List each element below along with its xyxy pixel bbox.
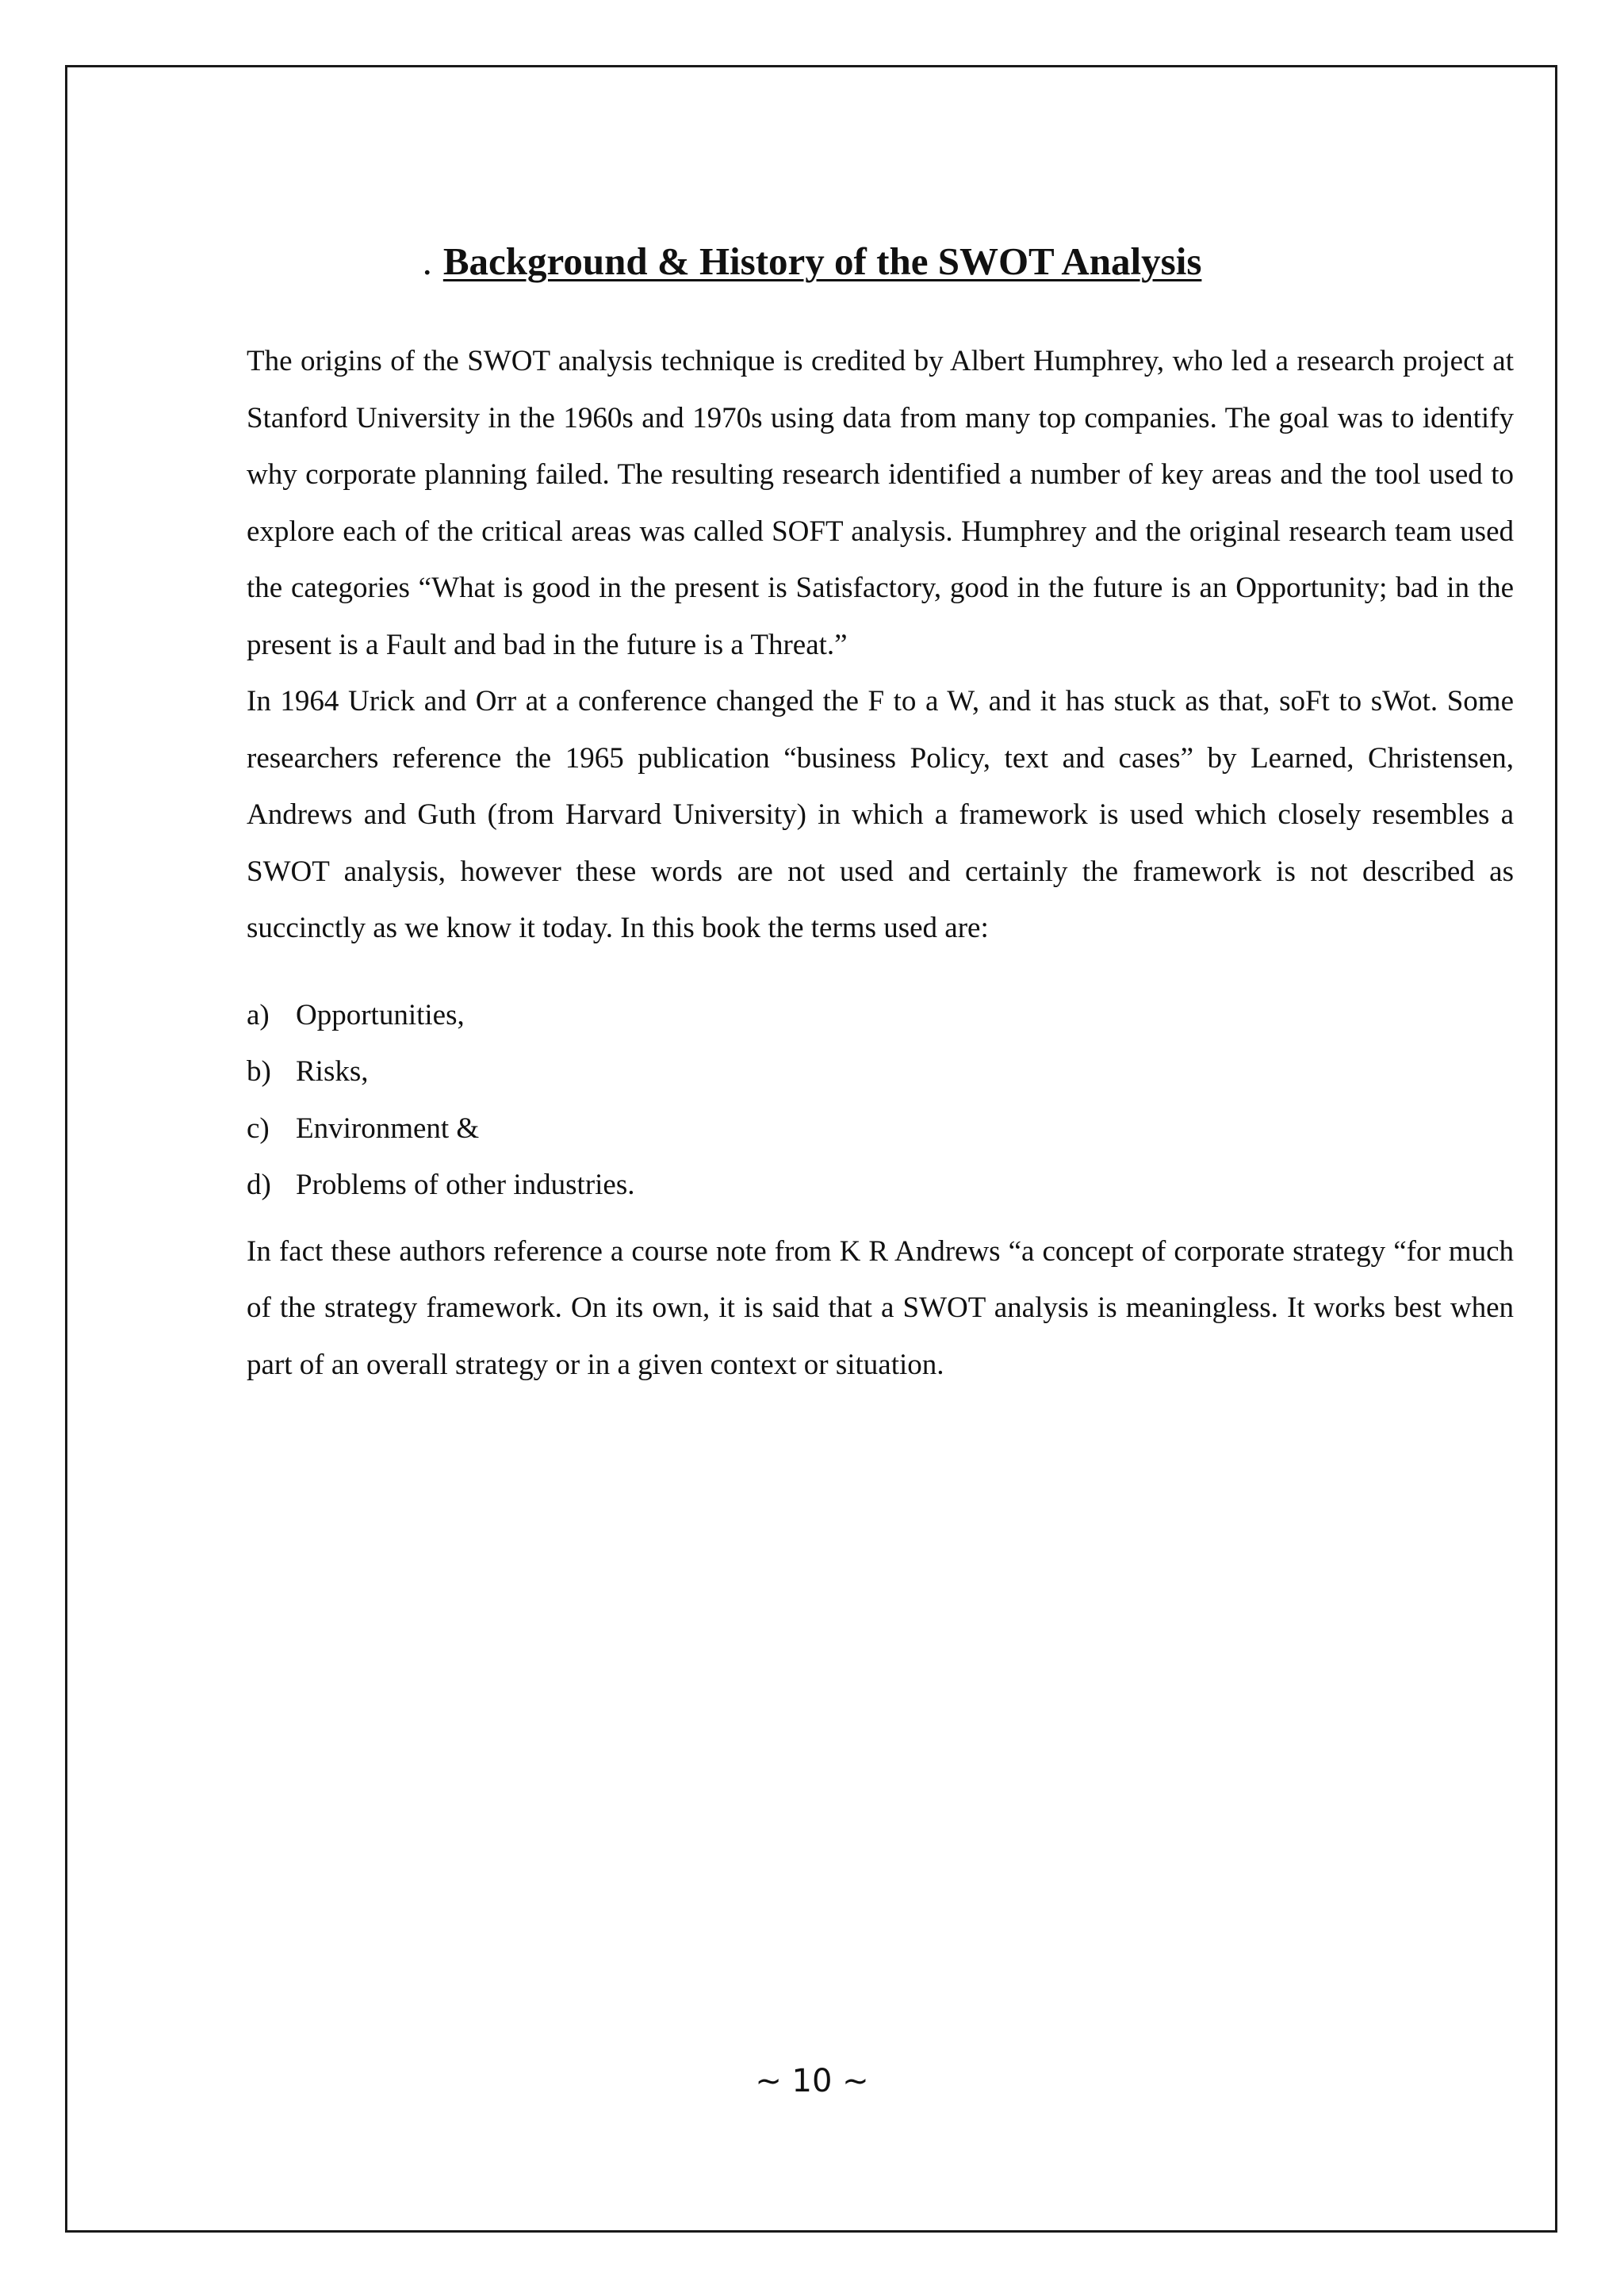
section-heading [0, 236, 1624, 287]
list-item [247, 1043, 1514, 1100]
list-item-text: Risks, [296, 1055, 369, 1088]
body-content [247, 333, 1514, 1393]
list-item [247, 1157, 1514, 1214]
list-marker: b) [247, 1055, 271, 1088]
paragraph-history: In 1964 Urick and Orr at a conference changed the F to a W, and it has stuck as that, soFt to sWot. Some researchers reference the 1965 publication “business Policy, text and cases” by Learned, Christensen, Andrews and Guth (from Harvard University) in which a framework is used which closely resembles a SWOT analysis, however these words are not used and certainly the framework is not described as succinctly as we know it today. In this book the terms used are: [247, 685, 1514, 944]
list-marker: c) [247, 1112, 270, 1145]
heading-text: Background & History of the SWOT Analysis [442, 239, 1202, 283]
terms-list [247, 987, 1514, 1214]
list-item [247, 987, 1514, 1044]
list-marker: a) [247, 998, 270, 1031]
page-number: ~ 10 ~ [755, 2063, 869, 2099]
heading-prefix: . [422, 239, 432, 283]
list-item-text: Opportunities, [296, 998, 465, 1031]
list-item-text: Environment & [296, 1112, 480, 1145]
list-marker: d) [247, 1169, 271, 1201]
paragraph-andrews: In fact these authors reference a course note from K R Andrews “a concept of corporate strategy “for much of the strategy framework. On its own, it is said that a SWOT analysis is meaningless. It works best when part of an overall strategy or in a given context or situation. [247, 1234, 1514, 1381]
list-item-text: Problems of other industries. [296, 1169, 635, 1201]
paragraph-origins: The origins of the SWOT analysis technique is credited by Albert Humphrey, who led a research project at Stanford University in the 1960s and 1970s using data from many top companies. The goal was to identify why corporate planning failed. The resulting research identified a number of key areas and the tool used to explore each of the critical areas was called SOFT analysis. Humphrey and the original research team used the categories “What is good in the present is Satisfactory, good in the future is an Opportunity; bad in the present is a Fault and bad in the future is a Threat.” [247, 345, 1514, 661]
list-item [247, 1100, 1514, 1158]
